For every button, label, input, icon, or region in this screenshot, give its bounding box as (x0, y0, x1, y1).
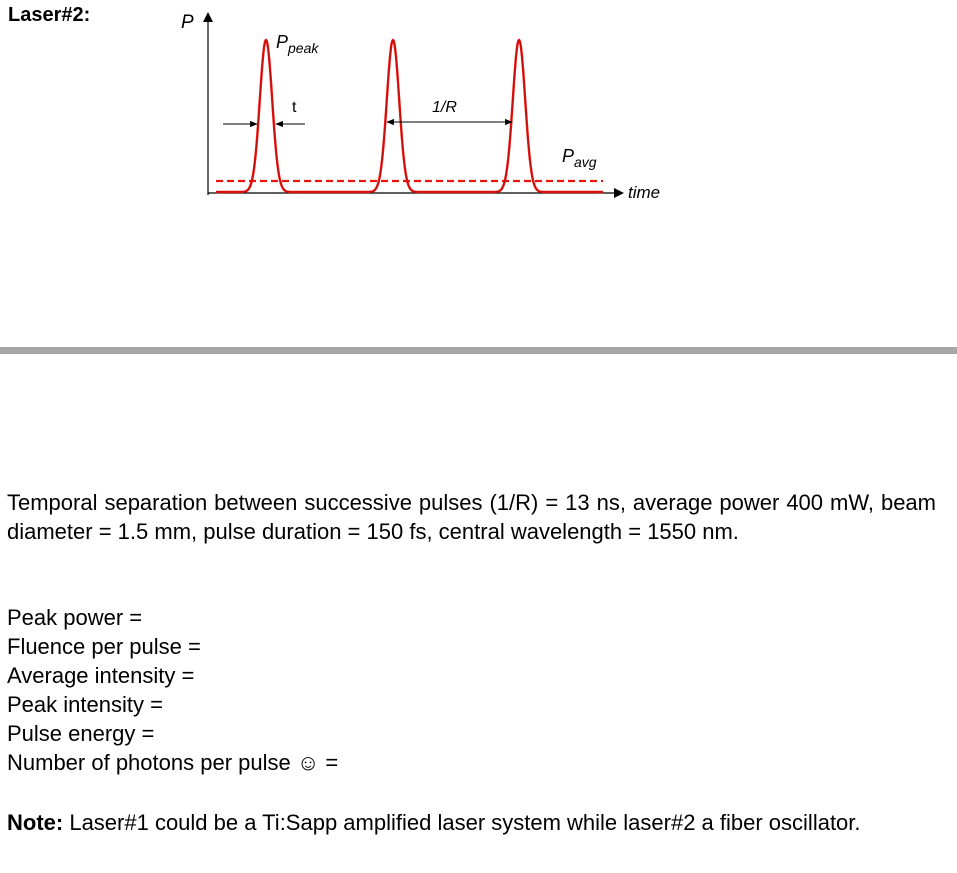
question-list (7, 603, 936, 777)
section-divider (0, 347, 957, 354)
note-paragraph (7, 808, 936, 837)
p-avg-subscript: avg (574, 154, 597, 170)
p-peak-subscript: peak (288, 40, 319, 56)
p-avg-base: P (562, 146, 575, 166)
laser-heading: Laser#2: (8, 4, 91, 26)
question-average-intensity: Average intensity = (7, 663, 195, 688)
question-photons-per-pulse: Number of photons per pulse ☺ = (7, 750, 339, 775)
p-peak-label (276, 32, 319, 56)
question-peak-power: Peak power = (7, 605, 143, 630)
question-fluence-per-pulse: Fluence per pulse = (7, 634, 201, 659)
note-text: Laser#1 could be a Ti:Sapp amplified laser system while laser#2 a fiber oscillator. (63, 810, 861, 835)
laser-parameters-text: Temporal separation between successive pulses (1/R) = 13 ns, average power 400 mW, beam diameter = 1.5 mm, pulse duration = 150 fs, central wavelength = 1550 nm. (7, 490, 936, 544)
period-label: 1/R (432, 99, 457, 116)
question-peak-intensity: Peak intensity = (7, 692, 163, 717)
p-peak-base: P (276, 32, 289, 52)
pulse-train-diagram (0, 0, 700, 215)
horizontal-axis-arrowhead (614, 188, 624, 198)
note-label: Note: (7, 810, 64, 835)
question-pulse-energy: Pulse energy = (7, 721, 155, 746)
axis-p-label: P (181, 12, 194, 33)
pulse-width-label: t (292, 99, 297, 116)
p-avg-label (562, 146, 597, 170)
time-axis-label: time (628, 183, 661, 202)
vertical-axis-arrowhead (203, 12, 213, 22)
pulse-train-curve (216, 40, 603, 192)
